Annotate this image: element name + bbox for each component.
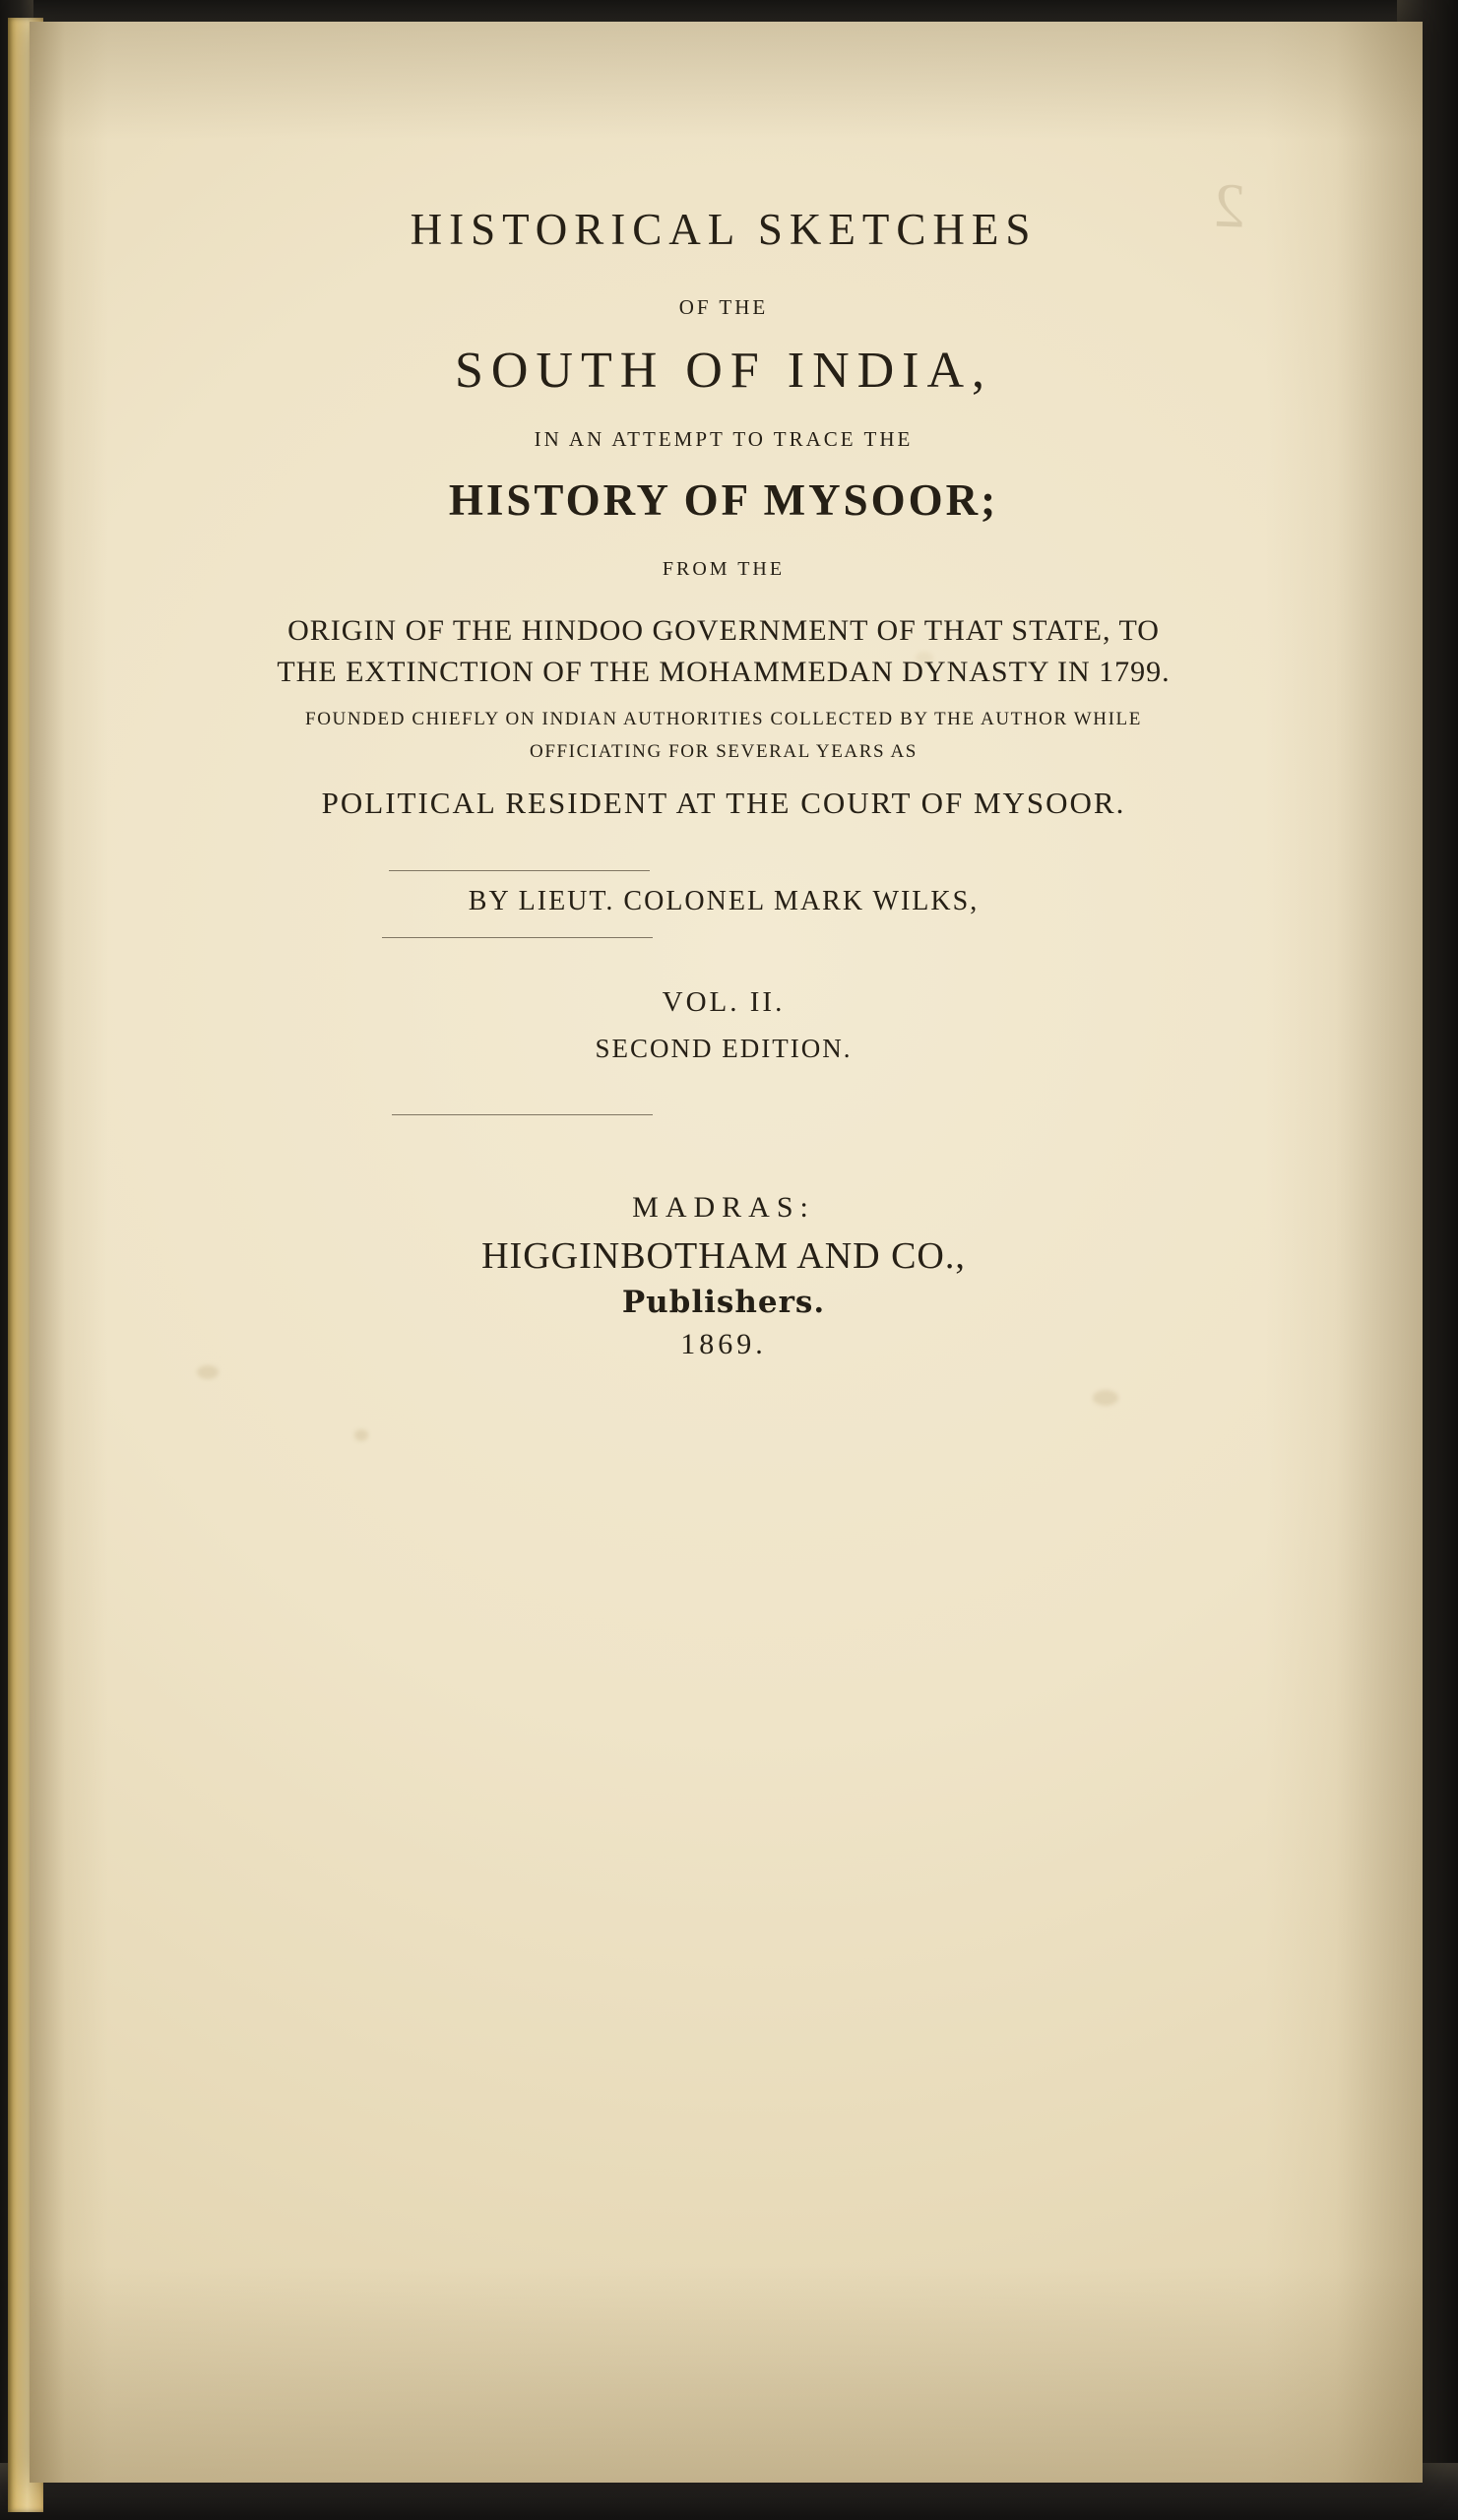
connector-from-the: FROM THE: [662, 558, 786, 580]
connector-of-the: OF THE: [678, 295, 769, 319]
connector-in-an-attempt: IN AN ATTEMPT TO TRACE THE: [534, 427, 914, 451]
sources-line-1: FOUNDED CHIEFLY ON INDIAN AUTHORITIES COLLECTED BY THE AUTHOR WHILE: [305, 709, 1142, 729]
sources-line-2: OFFICIATING FOR SEVERAL YEARS AS: [530, 741, 918, 762]
imprint-publisher-role: Publishers.: [621, 1285, 826, 1320]
gutter-shadow: [30, 22, 108, 2483]
divider-rule-above-imprint: [392, 1114, 653, 1115]
divider-rule-above-author: [389, 870, 650, 871]
scope-lines: [108, 610, 1339, 693]
verso-show-through: 2: [1210, 169, 1247, 241]
scope-line-2: THE EXTINCTION OF THE MOHAMMEDAN DYNASTY IN 1799.: [277, 656, 1171, 688]
title-page-paper: [30, 22, 1423, 2483]
volume-line: VOL. II.: [662, 986, 786, 1018]
main-title-line-2: SOUTH OF INDIA,: [454, 343, 993, 399]
title-page-content: [108, 22, 1339, 2483]
main-title-line-1: HISTORICAL SKETCHES: [410, 205, 1038, 254]
main-title-line-3: HISTORY OF MYSOOR;: [448, 475, 999, 525]
edition-line: SECOND EDITION.: [595, 1034, 853, 1063]
imprint-publisher: HIGGINBOTHAM AND CO.,: [481, 1235, 966, 1277]
author-line: BY LIEUT. COLONEL MARK WILKS,: [468, 886, 980, 916]
scope-line-1: ORIGIN OF THE HINDOO GOVERNMENT OF THAT STATE, TO: [287, 614, 1160, 647]
sources-lines: [108, 703, 1339, 768]
imprint-year: 1869.: [680, 1328, 767, 1360]
office-line: POLITICAL RESIDENT AT THE COURT OF MYSOOR.: [321, 786, 1126, 820]
divider-rule-below-author: [382, 937, 653, 938]
imprint-city: MADRAS:: [632, 1191, 815, 1224]
